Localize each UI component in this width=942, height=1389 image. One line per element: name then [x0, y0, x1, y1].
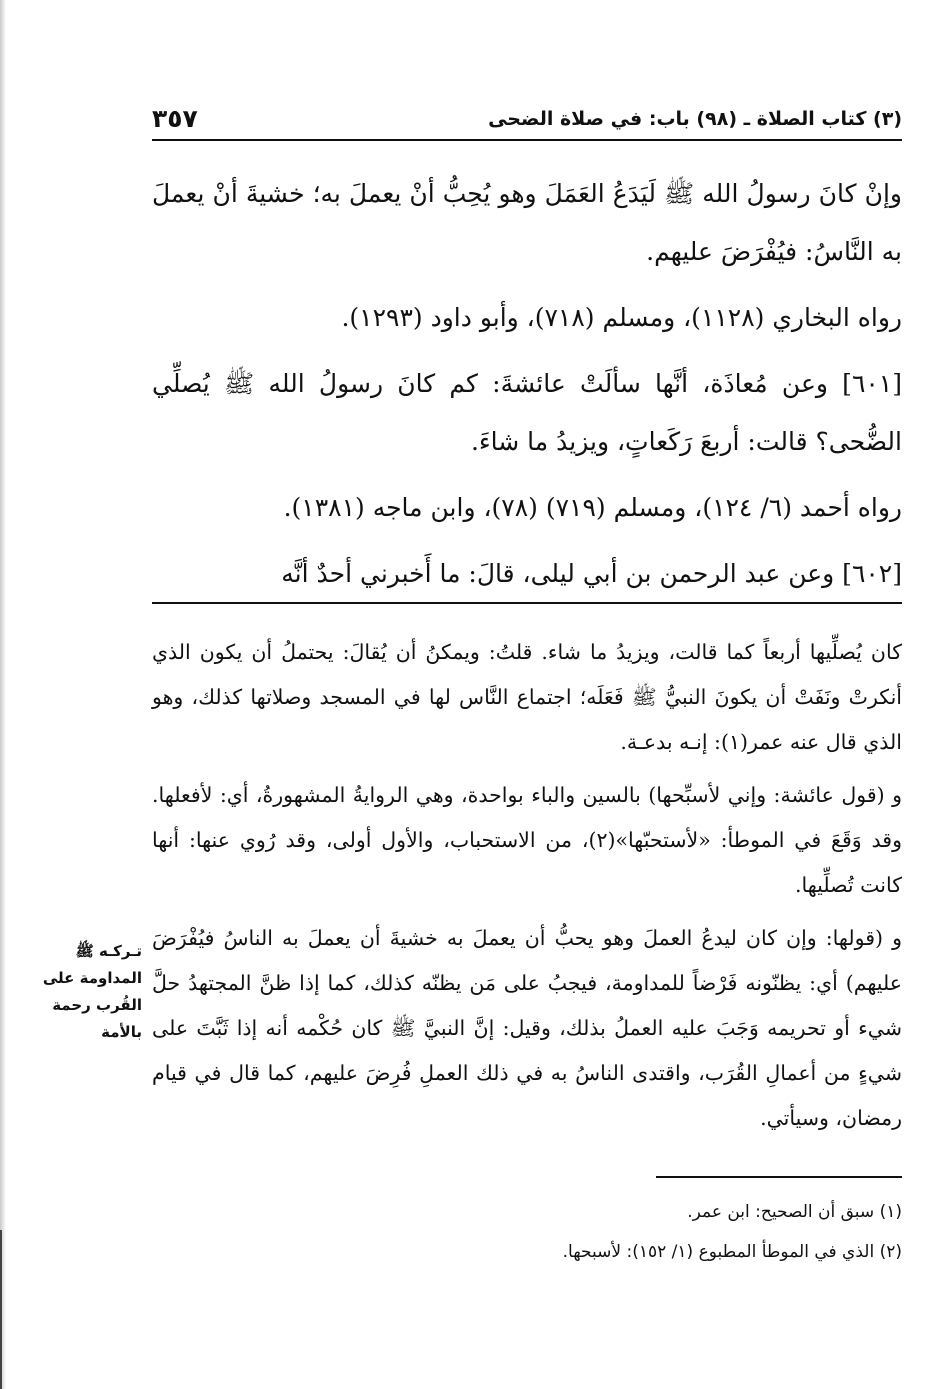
hadith-text [152, 165, 902, 611]
footnotes [152, 1192, 902, 1272]
header-title: (٣) كتاب الصلاة ـ (٩٨) باب: في صلاة الضحى [488, 108, 902, 130]
hadith-paragraph: [٦٠١] وعن مُعاذَة، أنَّها سألَتْ عائشةَ: كم كانَ رسولُ الله ﷺ يُصلِّي الضُّحى؟ قالت: أربعَ رَكَعاتٍ، ويزيدُ ما شاءَ. [152, 369, 902, 456]
page-number: ٣٥٧ [152, 104, 198, 133]
hadith-source: رواه أحمد (٦/ ١٢٤)، ومسلم (٧١٩) (٧٨)، وابن ماجه (١٣٨١). [283, 493, 902, 522]
commentary-paragraph: كان يُصلِّيها أربعاً كما قالت، ويزيدُ ما شاء. قلتُ: ويمكنُ أن يُقالَ: يحتملُ أن يكون الذي أنكرتْ ونَفَتْ أن يكونَ النبيُّ ﷺ فَعَلَه؛ اجتماع النَّاس لها في المسجد وصلاتها كذلك، وهو الذي قال عنه عمر(١): إنـه بدعـة. [152, 640, 902, 754]
footnote: (١) سبق أن الصحيح: ابن عمر. [687, 1202, 902, 1222]
hadith-paragraph: وإنْ كانَ رسولُ الله ﷺ لَيَدَعُ العَمَلَ وهو يُحِبُّ أنْ يعملَ به؛ خشيةَ أنْ يعملَ به النَّاسُ: فيُفْرَضَ عليهم. [152, 179, 902, 266]
commentary-paragraph: و (قول عائشة: وإني لأسبِّحها) بالسين والباء بواحدة، وهي الروايةُ المشهورةُ، أي: لأفعلها. وقد وَقَعَ في الموطأ: «لأستحبّها»(٢)، من الاستحباب، والأول أولى، وقد رُوي عنها: أنها كانت تُصلِّيها. [152, 783, 902, 897]
footnote: (٢) الذي في الموطأ المطبوع (١/ ١٥٢): لأسبحها. [562, 1242, 902, 1262]
commentary-divider [152, 602, 902, 604]
margin-note: تـركـه ﷺ المداومة على القُرب رحمة بالأمة [42, 942, 142, 1041]
footnote-divider [656, 1176, 902, 1178]
binding-line [0, 1230, 2, 1389]
hadith-paragraph: [٦٠٢] وعن عبد الرحمن بن أبي ليلى، قالَ: ما أَخبرني أحدٌ أنَّه [281, 559, 902, 588]
hadith-source: رواه البخاري (١١٢٨)، ومسلم (٧١٨)، وأبو داود (١٢٩٣). [341, 303, 902, 332]
page-edge-shadow [0, 0, 6, 1389]
header-divider [152, 139, 902, 141]
running-header [152, 104, 902, 138]
commentary-paragraph: و (قولها: وإن كان ليدعُ العملَ وهو يحبُّ أن يعملَ به خشيةَ أن يعملَ به الناسُ فيُفْرَضَ عليهم) أي: يظنّونه فَرْضاً للمداومة، فيجبُ على مَن يظنّه كذلك، كما إذا ظنَّ المجتهدُ حلَّ شيء أو تحريمه وَجَبَ عليه العملُ بذلك، وقيل: إنَّ النبيَّ ﷺ كان حُكْمه أنه إذا ثَبَّتَ على شيءٍ من أعمالِ القُرَب، واقتدى الناسُ به في ذلك العملِ فُرِضَ عليهم، كما قال في قيام رمضان، وسيأتي. [152, 926, 902, 1130]
commentary-text [152, 630, 902, 1149]
